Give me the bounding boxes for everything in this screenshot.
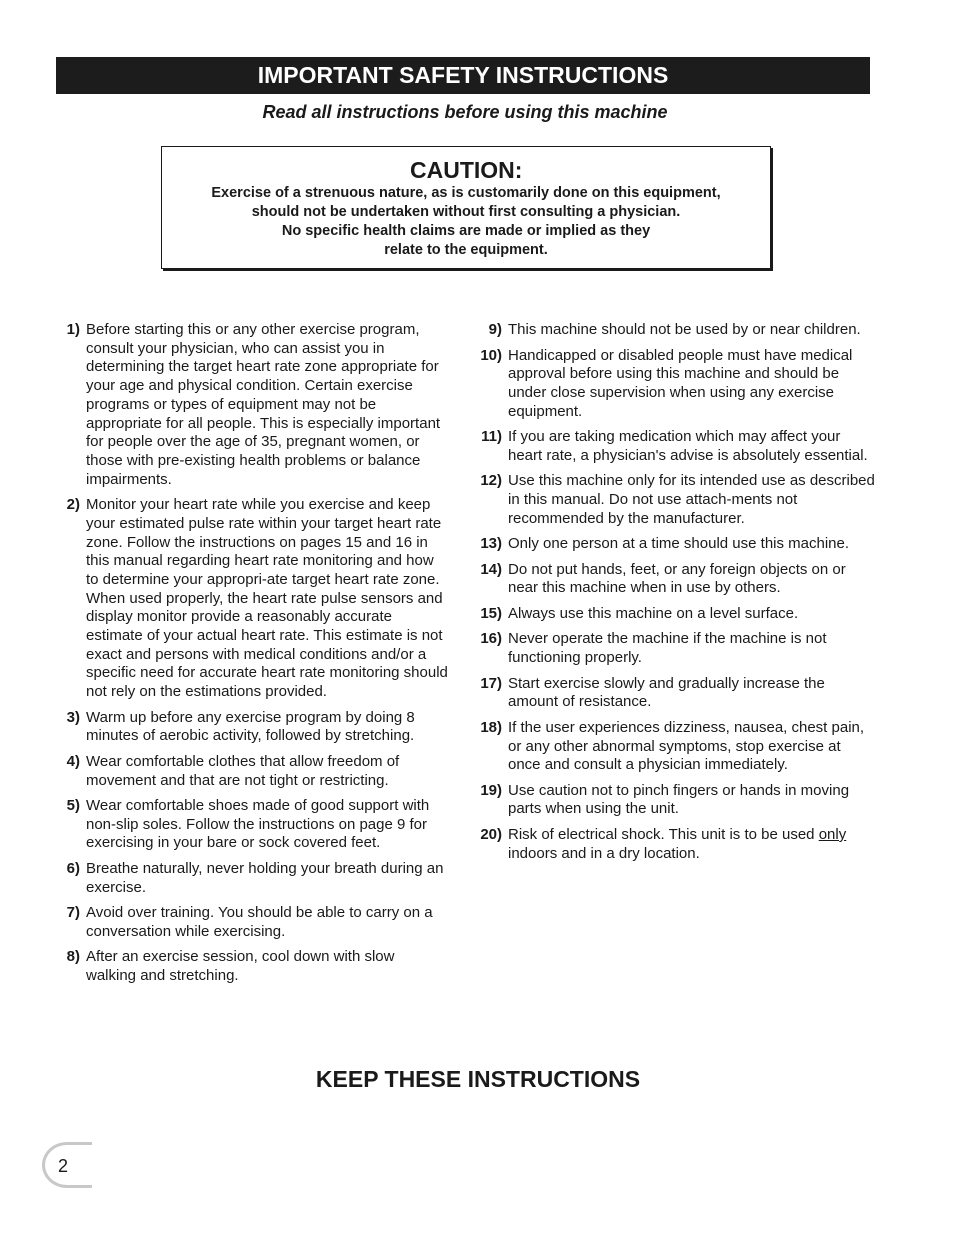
item-text [502, 826, 875, 863]
list-item [56, 709, 448, 746]
item-number: 19) [480, 781, 502, 799]
item-number: 7) [66, 904, 80, 922]
page-subtitle: Read all instructions before using this machine [262, 102, 668, 122]
caution-line: should not be undertaken without first consulting a physician. [251, 204, 681, 220]
page-title: IMPORTANT SAFETY INSTRUCTIONS [56, 57, 870, 94]
item-text: Before starting this or any other exercise program, consult your physician, who can assist you in determining the target heart rate zone appropriate for your age and physical condition. Certain exercise programs or types of equipment may not be appropriate for all people. This is especially important for people over the age of 35, pregnant women, or those with pre-existing health problems or balance impairments. [86, 321, 441, 488]
item-text: After an exercise session, cool down with slow walking and stretching. [86, 948, 395, 985]
caution-box [161, 146, 771, 269]
item-text: Start exercise slowly and gradually increase the amount of resistance. [508, 674, 825, 711]
list-item [475, 782, 875, 819]
item-number: 8) [66, 948, 80, 966]
item-text: Do not put hands, feet, or any foreign objects on or near this machine when in use by others. [508, 560, 846, 597]
list-item [56, 860, 448, 897]
item-text: Breathe naturally, never holding your breath during an exercise. [86, 859, 444, 896]
caution-title: CAUTION: [410, 157, 523, 183]
list-item [475, 675, 875, 712]
item-number: 18) [480, 718, 502, 736]
list-item [56, 948, 448, 985]
item-number: 20) [480, 825, 502, 843]
item-text: Wear comfortable clothes that allow freedom of movement and that are not tight or restricting. [86, 752, 400, 789]
list-item [475, 630, 875, 667]
item-text: Handicapped or disabled people must have medical approval before using this machine and should be under close supervision when using any exercise equipment. [508, 346, 853, 420]
item-text: Use this machine only for its intended use as described in this manual. Do not use attach-ments not recommended by the manufacturer. [508, 472, 875, 527]
list-item [475, 347, 875, 422]
list-item [475, 605, 875, 624]
item-number: 6) [66, 859, 80, 877]
list-item [56, 753, 448, 790]
item-text: This machine should not be used by or near children. [508, 321, 861, 338]
item-number: 5) [66, 797, 80, 815]
list-item [475, 826, 875, 863]
list-item [56, 496, 448, 702]
item-number: 16) [480, 630, 502, 648]
page-number: 2 [58, 1156, 69, 1176]
item-text: Wear comfortable shoes made of good support with non-slip soles. Follow the instructions on page 9 for exercising in your bare or sock covered feet. [86, 797, 430, 852]
item-number: 2) [66, 496, 80, 514]
item-text-underlined: only [818, 825, 847, 843]
item-number: 12) [480, 472, 502, 490]
instructions-left-column [56, 321, 448, 993]
item-number: 15) [480, 604, 502, 622]
list-item [475, 561, 875, 598]
item-text: If the user experiences dizziness, nausea, chest pain, or any other abnormal symptoms, stop exercise at once and consult a physician immediately. [508, 718, 865, 774]
item-number: 3) [66, 708, 80, 726]
list-item [56, 321, 448, 489]
item-number: 14) [480, 560, 502, 578]
list-item [475, 472, 875, 528]
item-text: Never operate the machine if the machine is not functioning properly. [508, 630, 827, 667]
item-number: 10) [480, 346, 502, 364]
keep-instructions-heading: KEEP THESE INSTRUCTIONS [315, 1066, 641, 1092]
item-number: 1) [66, 321, 80, 338]
list-item [475, 321, 875, 340]
item-text: Monitor your heart rate while you exercise and keep your estimated pulse rate within your target heart rate zone. Follow the instructions on pages 15 and 16 in this manual regarding heart rate monitoring and how to determine your appropri-ate target heart rate zone. When used properly, the heart rate pulse sensors and display monitor provide a reasonably accurate estimate of your actual heart rate. This estimate is not exact and persons with medical conditions and/or a specific need for accurate heart rate monitoring should not rely on the estimations provided. [86, 496, 448, 701]
item-number: 4) [66, 752, 80, 770]
item-number: 13) [480, 535, 502, 553]
list-item [56, 797, 448, 853]
item-number: 9) [488, 321, 502, 338]
item-number: 11) [481, 428, 502, 446]
caution-line: Exercise of a strenuous nature, as is customarily done on this equipment, [211, 185, 721, 201]
caution-line: relate to the equipment. [384, 242, 548, 258]
list-item [56, 904, 448, 941]
list-item [475, 535, 875, 554]
caution-text [162, 184, 770, 260]
instructions-right-column [475, 321, 875, 870]
list-item [475, 719, 875, 775]
item-text: Only one person at a time should use this machine. [508, 535, 850, 553]
item-text: If you are taking medication which may affect your heart rate, a physician's advise is absolutely essential. [508, 428, 868, 464]
list-item [475, 428, 875, 465]
item-text-start: Risk of electrical shock. This unit is to be used [508, 825, 815, 843]
item-text: Always use this machine on a level surface. [508, 604, 799, 622]
item-text: Use caution not to pinch fingers or hands in moving parts when using the unit. [508, 781, 850, 818]
item-text: Avoid over training. You should be able to carry on a conversation while exercising. [86, 904, 433, 940]
item-text: Warm up before any exercise program by doing 8 minutes of aerobic activity, followed by stretching. [86, 708, 415, 745]
item-text-end: indoors and in a dry location. [508, 844, 700, 862]
caution-line: No specific health claims are made or implied as they [281, 223, 651, 239]
item-number: 17) [480, 674, 502, 692]
